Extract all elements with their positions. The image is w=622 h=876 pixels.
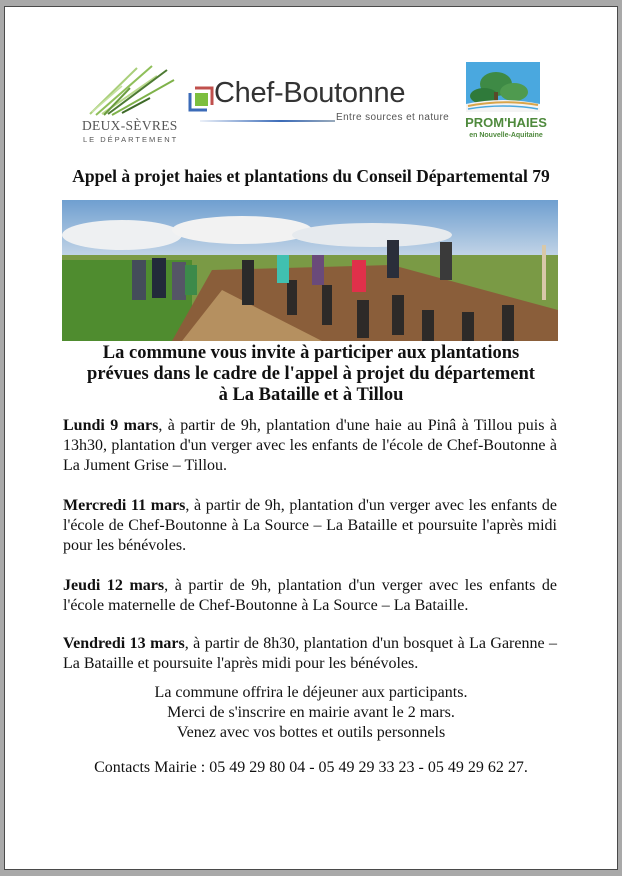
event-details: , à partir de 8h30, plantation d'un bosquet à La Garenne – La Bataille et poursuite l'après midi pour les bénévoles.	[63, 635, 558, 672]
planting-photo	[62, 200, 558, 341]
event-details: , à partir de 9h, plantation d'un verger avec les enfants de l'école maternelle de Chef-Boutonne à La Source – La Bataille.	[63, 577, 558, 614]
event-paragraph	[63, 416, 557, 476]
chef-boutonne-logo	[186, 77, 450, 130]
photo-image	[62, 200, 558, 341]
square-logo-icon	[188, 86, 214, 112]
note-equipment: Venez avec vos bottes et outils personnels	[176, 724, 446, 741]
event-day: Vendredi 13 mars	[63, 635, 185, 652]
event-paragraph	[63, 576, 557, 616]
chef-boutonne-tagline: Entre sources et nature	[336, 112, 450, 123]
event-paragraph	[63, 496, 557, 556]
practical-notes	[0, 683, 622, 743]
invitation-line-3: à La Bataille et à Tillou	[218, 385, 404, 405]
deux-sevres-subtitle: LE DÉPARTEMENT	[83, 135, 179, 144]
grass-icon	[82, 58, 177, 118]
note-registration: Merci de s'inscrire en mairie avant le 2 mars.	[167, 704, 455, 721]
deux-sevres-logo	[82, 58, 177, 150]
event-day: Lundi 9 mars	[63, 417, 159, 434]
invitation-line-1: La commune vous invite à participer aux plantations	[102, 343, 520, 363]
tree-icon	[466, 62, 540, 112]
logo-header	[0, 0, 622, 150]
event-day: Jeudi 12 mars	[63, 577, 165, 594]
deux-sevres-name: DEUX-SÈVRES	[82, 118, 178, 133]
promhaies-logo	[460, 62, 560, 154]
promhaies-subtitle: en Nouvelle-Aquitaine	[469, 132, 543, 139]
invitation-line-2: prévues dans le cadre de l'appel à projet du département	[87, 364, 535, 384]
event-details: , à partir de 9h, plantation d'un verger avec les enfants de l'école de Chef-Boutonne à La Source – La Bataille et poursuite l'après midi pour les bénévoles.	[63, 497, 557, 554]
event-paragraph	[63, 634, 557, 674]
tagline-rule	[200, 120, 335, 122]
event-details: , à partir de 9h, plantation d'une haie au Pinâ à Tillou puis à 13h30, plantation d'un verger avec les enfants de l'école de Chef-Boutonne à La Jument Grise – Tillou.	[63, 417, 558, 474]
document-title: Appel à projet haies et plantations du Conseil Départemental 79	[72, 166, 550, 186]
promhaies-name: PROM'HAIES	[465, 115, 547, 130]
invitation-heading	[0, 343, 622, 406]
chef-boutonne-name: Chef-Boutonne	[214, 77, 406, 109]
event-day: Mercredi 11 mars	[63, 497, 186, 514]
contact-phones: Contacts Mairie : 05 49 29 80 04 - 05 49 29 33 23 - 05 49 29 62 27.	[94, 759, 528, 776]
note-lunch: La commune offrira le déjeuner aux participants.	[154, 684, 468, 701]
